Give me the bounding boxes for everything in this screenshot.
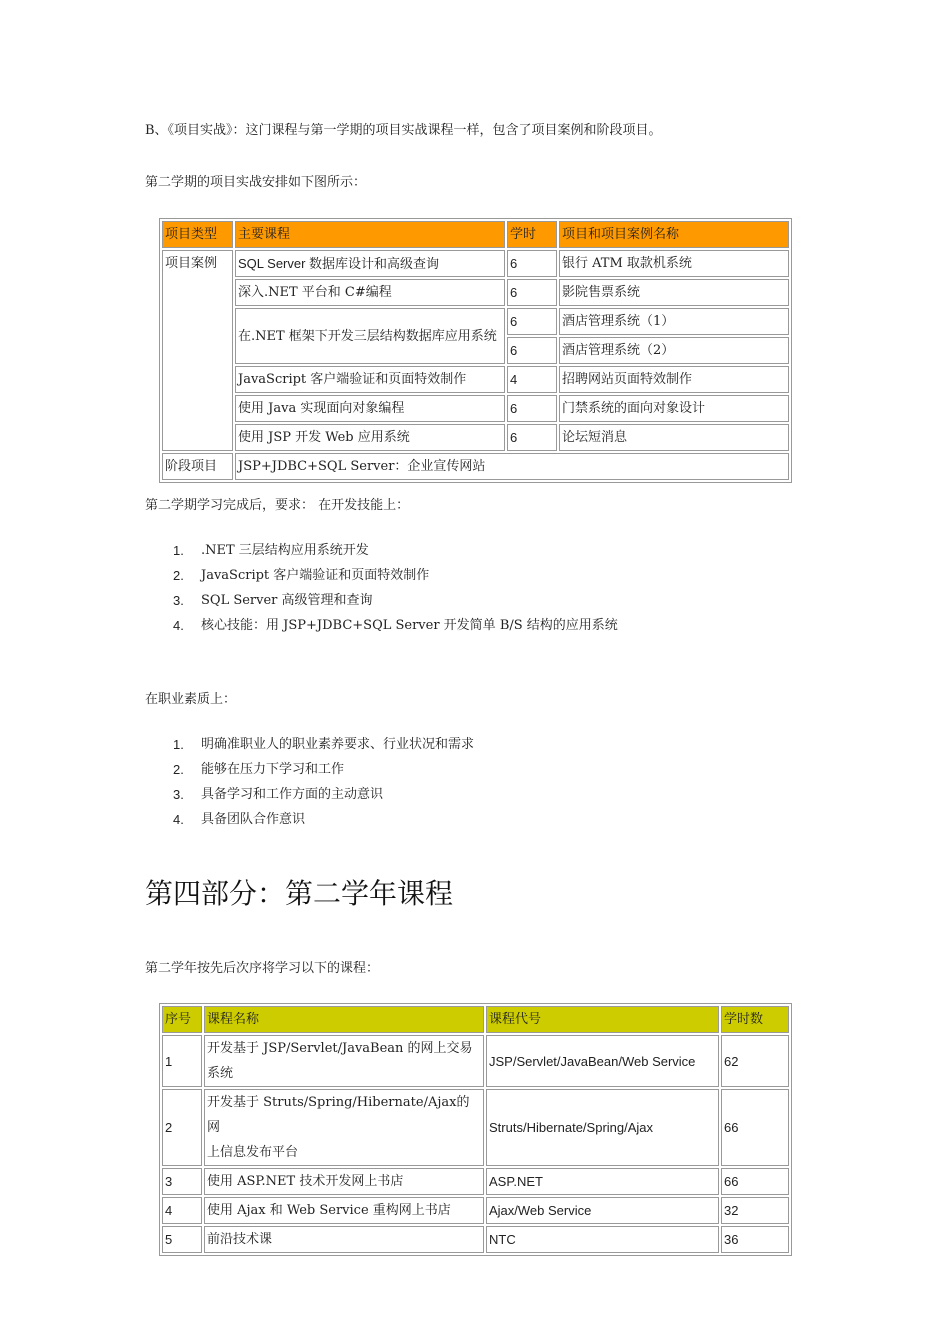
course-cell: JavaScript 客户端验证和页面特效制作 — [235, 366, 505, 393]
hours-cell: 6 — [507, 395, 557, 422]
course-name-line: 开发基于 Struts/Spring/Hibernate/Ajax的网 — [207, 1095, 470, 1135]
course-name-line: 开发基于 JSP/Servlet/JavaBean 的网上交易 — [207, 1041, 473, 1056]
header-cell: 项目和项目案例名称 — [559, 221, 789, 248]
course-cell: 深入.NET 平台和 C#编程 — [235, 279, 505, 306]
list-item — [145, 538, 845, 563]
project-cell: 影院售票系统 — [559, 279, 789, 306]
list-text: SQL Server 高级管理和查询 — [201, 593, 373, 608]
list-text: 能够在压力下学习和工作 — [201, 762, 345, 777]
list-item — [145, 757, 845, 782]
list-number: 2. — [173, 568, 184, 583]
course-cell: SQL Server 数据库设计和高级查询 — [235, 250, 505, 277]
hours-cell: 32 — [721, 1197, 789, 1224]
header-cell: 课程代号 — [486, 1006, 719, 1033]
table-header-row — [162, 221, 789, 248]
table-row — [162, 1089, 789, 1166]
hours-cell: 6 — [507, 308, 557, 335]
course-name-cell — [204, 1089, 484, 1166]
list-number: 1. — [173, 543, 184, 558]
list-text: 具备团队合作意识 — [201, 812, 306, 827]
intro-line-1: B、《项目实战》：这门课程与第一学期的项目实战课程一样，包含了项目案例和阶段项目。 — [145, 123, 662, 138]
list-number: 1. — [173, 737, 184, 752]
course-cell: 在.NET 框架下开发三层结构数据库应用系统 — [235, 308, 505, 364]
course-name-line: 上信息发布平台 — [207, 1145, 299, 1160]
header-cell: 学时数 — [721, 1006, 789, 1033]
skills-list — [145, 538, 845, 638]
hours-cell: 6 — [507, 279, 557, 306]
hours-cell: 4 — [507, 366, 557, 393]
course-name-cell: 使用 ASP.NET 技术开发网上书店 — [204, 1168, 484, 1195]
hours-cell: 66 — [721, 1168, 789, 1195]
list-item — [145, 732, 845, 757]
case-type-cell: 项目案例 — [162, 250, 233, 451]
number-cell: 4 — [162, 1197, 202, 1224]
header-cell: 课程名称 — [204, 1006, 484, 1033]
list-item — [145, 807, 845, 832]
table-row — [162, 308, 789, 335]
project-cell: 论坛短消息 — [559, 424, 789, 451]
list-number: 2. — [173, 762, 184, 777]
course-name-cell: 前沿技术课 — [204, 1226, 484, 1253]
table-row — [162, 1197, 789, 1224]
header-cell: 主要课程 — [235, 221, 505, 248]
section-heading: 第四部分：第二学年课程 — [145, 877, 454, 910]
list-number: 4. — [173, 812, 184, 827]
list-number: 4. — [173, 618, 184, 633]
course-code-cell: Ajax/Web Service — [486, 1197, 719, 1224]
course-code-cell: JSP/Servlet/JavaBean/Web Service — [486, 1035, 719, 1087]
list-item — [145, 782, 845, 807]
number-cell: 3 — [162, 1168, 202, 1195]
hours-cell: 36 — [721, 1226, 789, 1253]
list-text: 核心技能：用 JSP+JDBC+SQL Server 开发简单 B/S 结构的应用系统 — [201, 618, 618, 633]
table-row — [162, 453, 789, 480]
list-item — [145, 588, 845, 613]
project-cell: 门禁系统的面向对象设计 — [559, 395, 789, 422]
stage-content-cell: JSP+JDBC+SQL Server：企业宣传网站 — [235, 453, 789, 480]
course-code-cell: ASP.NET — [486, 1168, 719, 1195]
list-number: 3. — [173, 787, 184, 802]
list-text: 明确准职业人的职业素养要求、行业状况和需求 — [201, 737, 475, 752]
hours-cell: 6 — [507, 250, 557, 277]
course-cell: 使用 Java 实现面向对象编程 — [235, 395, 505, 422]
list-text: JavaScript 客户端验证和页面特效制作 — [201, 568, 430, 583]
project-cell: 招聘网站页面特效制作 — [559, 366, 789, 393]
year2-intro: 第二学年按先后次序将学习以下的课程： — [145, 961, 380, 976]
project-cell: 银行 ATM 取款机系统 — [559, 250, 789, 277]
course-code-cell: NTC — [486, 1226, 719, 1253]
table-row — [162, 279, 789, 306]
table-row — [162, 395, 789, 422]
year2-course-table — [159, 1003, 792, 1256]
list-text: .NET 三层结构应用系统开发 — [201, 543, 369, 558]
table-row — [162, 424, 789, 451]
table-row — [162, 366, 789, 393]
hours-cell: 62 — [721, 1035, 789, 1087]
semester2-project-table — [159, 218, 792, 483]
list-number: 3. — [173, 593, 184, 608]
project-cell: 酒店管理系统（2） — [559, 337, 789, 364]
course-name-line: 系统 — [207, 1066, 234, 1081]
table-header-row — [162, 1006, 789, 1033]
stage-type-cell: 阶段项目 — [162, 453, 233, 480]
intro-line-2: 第二学期的项目实战安排如下图所示： — [145, 175, 367, 190]
course-cell: 使用 JSP 开发 Web 应用系统 — [235, 424, 505, 451]
table-row — [162, 250, 789, 277]
hours-cell: 6 — [507, 337, 557, 364]
list-item — [145, 563, 845, 588]
header-cell: 序号 — [162, 1006, 202, 1033]
header-cell: 学时 — [507, 221, 557, 248]
number-cell: 5 — [162, 1226, 202, 1253]
qualities-list — [145, 732, 845, 832]
requirements-intro: 第二学期学习完成后，要求： 在开发技能上： — [145, 498, 410, 513]
number-cell: 1 — [162, 1035, 202, 1087]
list-item — [145, 613, 845, 638]
course-name-cell — [204, 1035, 484, 1087]
hours-cell: 66 — [721, 1089, 789, 1166]
number-cell: 2 — [162, 1089, 202, 1166]
table-row — [162, 1035, 789, 1087]
project-cell: 酒店管理系统（1） — [559, 308, 789, 335]
course-code-cell: Struts/Hibernate/Spring/Ajax — [486, 1089, 719, 1166]
header-cell: 项目类型 — [162, 221, 233, 248]
hours-cell: 6 — [507, 424, 557, 451]
quality-title: 在职业素质上： — [145, 692, 237, 707]
table-row — [162, 1168, 789, 1195]
list-text: 具备学习和工作方面的主动意识 — [201, 787, 384, 802]
course-name-cell: 使用 Ajax 和 Web Service 重构网上书店 — [204, 1197, 484, 1224]
table-row — [162, 1226, 789, 1253]
